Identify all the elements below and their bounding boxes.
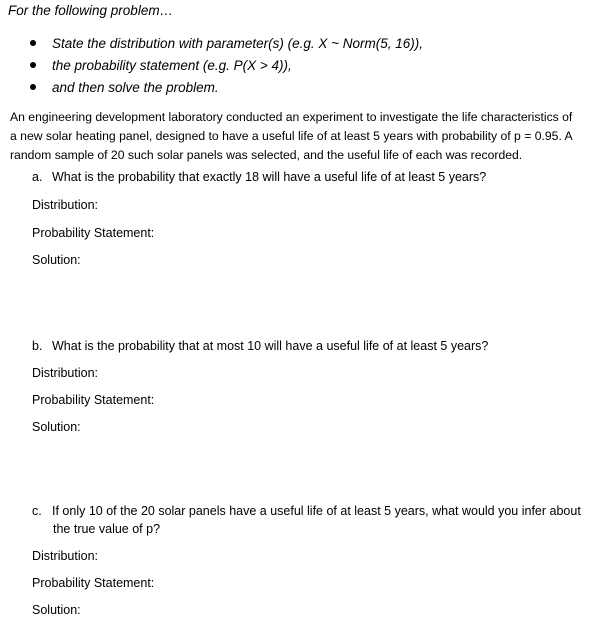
field-distribution-a: Distribution: [32,198,98,212]
bullet-text: the probability statement (e.g. P(X > 4)), [52,58,292,73]
question-letter: a. [32,170,43,184]
bullet-text: and then solve the problem. [52,80,219,95]
question-text: What is the probability that at most 10 will have a useful life of at least 5 years? [52,339,489,353]
bullet-text: State the distribution with parameter(s) (e.g. X ~ Norm(5, 16)), [52,36,424,51]
question-c [32,504,581,518]
field-solution-a: Solution: [32,253,81,267]
field-solution-c: Solution: [32,603,81,617]
paragraph-line: random sample of 20 such solar panels was selected, and the useful life of each was recorded. [10,148,523,162]
question-a [32,170,486,184]
bullet-item-probability-statement [30,58,292,73]
bullet-item-solve [30,80,219,95]
problem-paragraph [10,108,602,165]
field-solution-b: Solution: [32,420,81,434]
field-probability-statement-b: Probability Statement: [32,393,155,407]
bullet-item-distribution [30,36,423,51]
question-text: If only 10 of the 20 solar panels have a useful life of at least 5 years, what would you infer about [52,504,581,518]
question-letter: c. [32,504,42,518]
field-distribution-b: Distribution: [32,366,98,380]
question-text: What is the probability that exactly 18 will have a useful life of at least 5 years? [52,170,487,184]
paragraph-line: An engineering development laboratory conducted an experiment to investigate the life characteristics of [10,110,573,124]
field-probability-statement-c: Probability Statement: [32,576,155,590]
paragraph-line: a new solar heating panel, designed to have a useful life of at least 5 years with probability of p = 0.95. A [10,129,573,143]
question-b [32,339,488,353]
question-letter: b. [32,339,43,353]
field-probability-statement-a: Probability Statement: [32,226,155,240]
bullet-dot-icon [30,84,36,90]
question-c-continued: the true value of p? [53,522,161,536]
intro-heading: For the following problem… [8,3,174,18]
field-distribution-c: Distribution: [32,549,98,563]
bullet-dot-icon [30,62,36,68]
bullet-dot-icon [30,40,36,46]
